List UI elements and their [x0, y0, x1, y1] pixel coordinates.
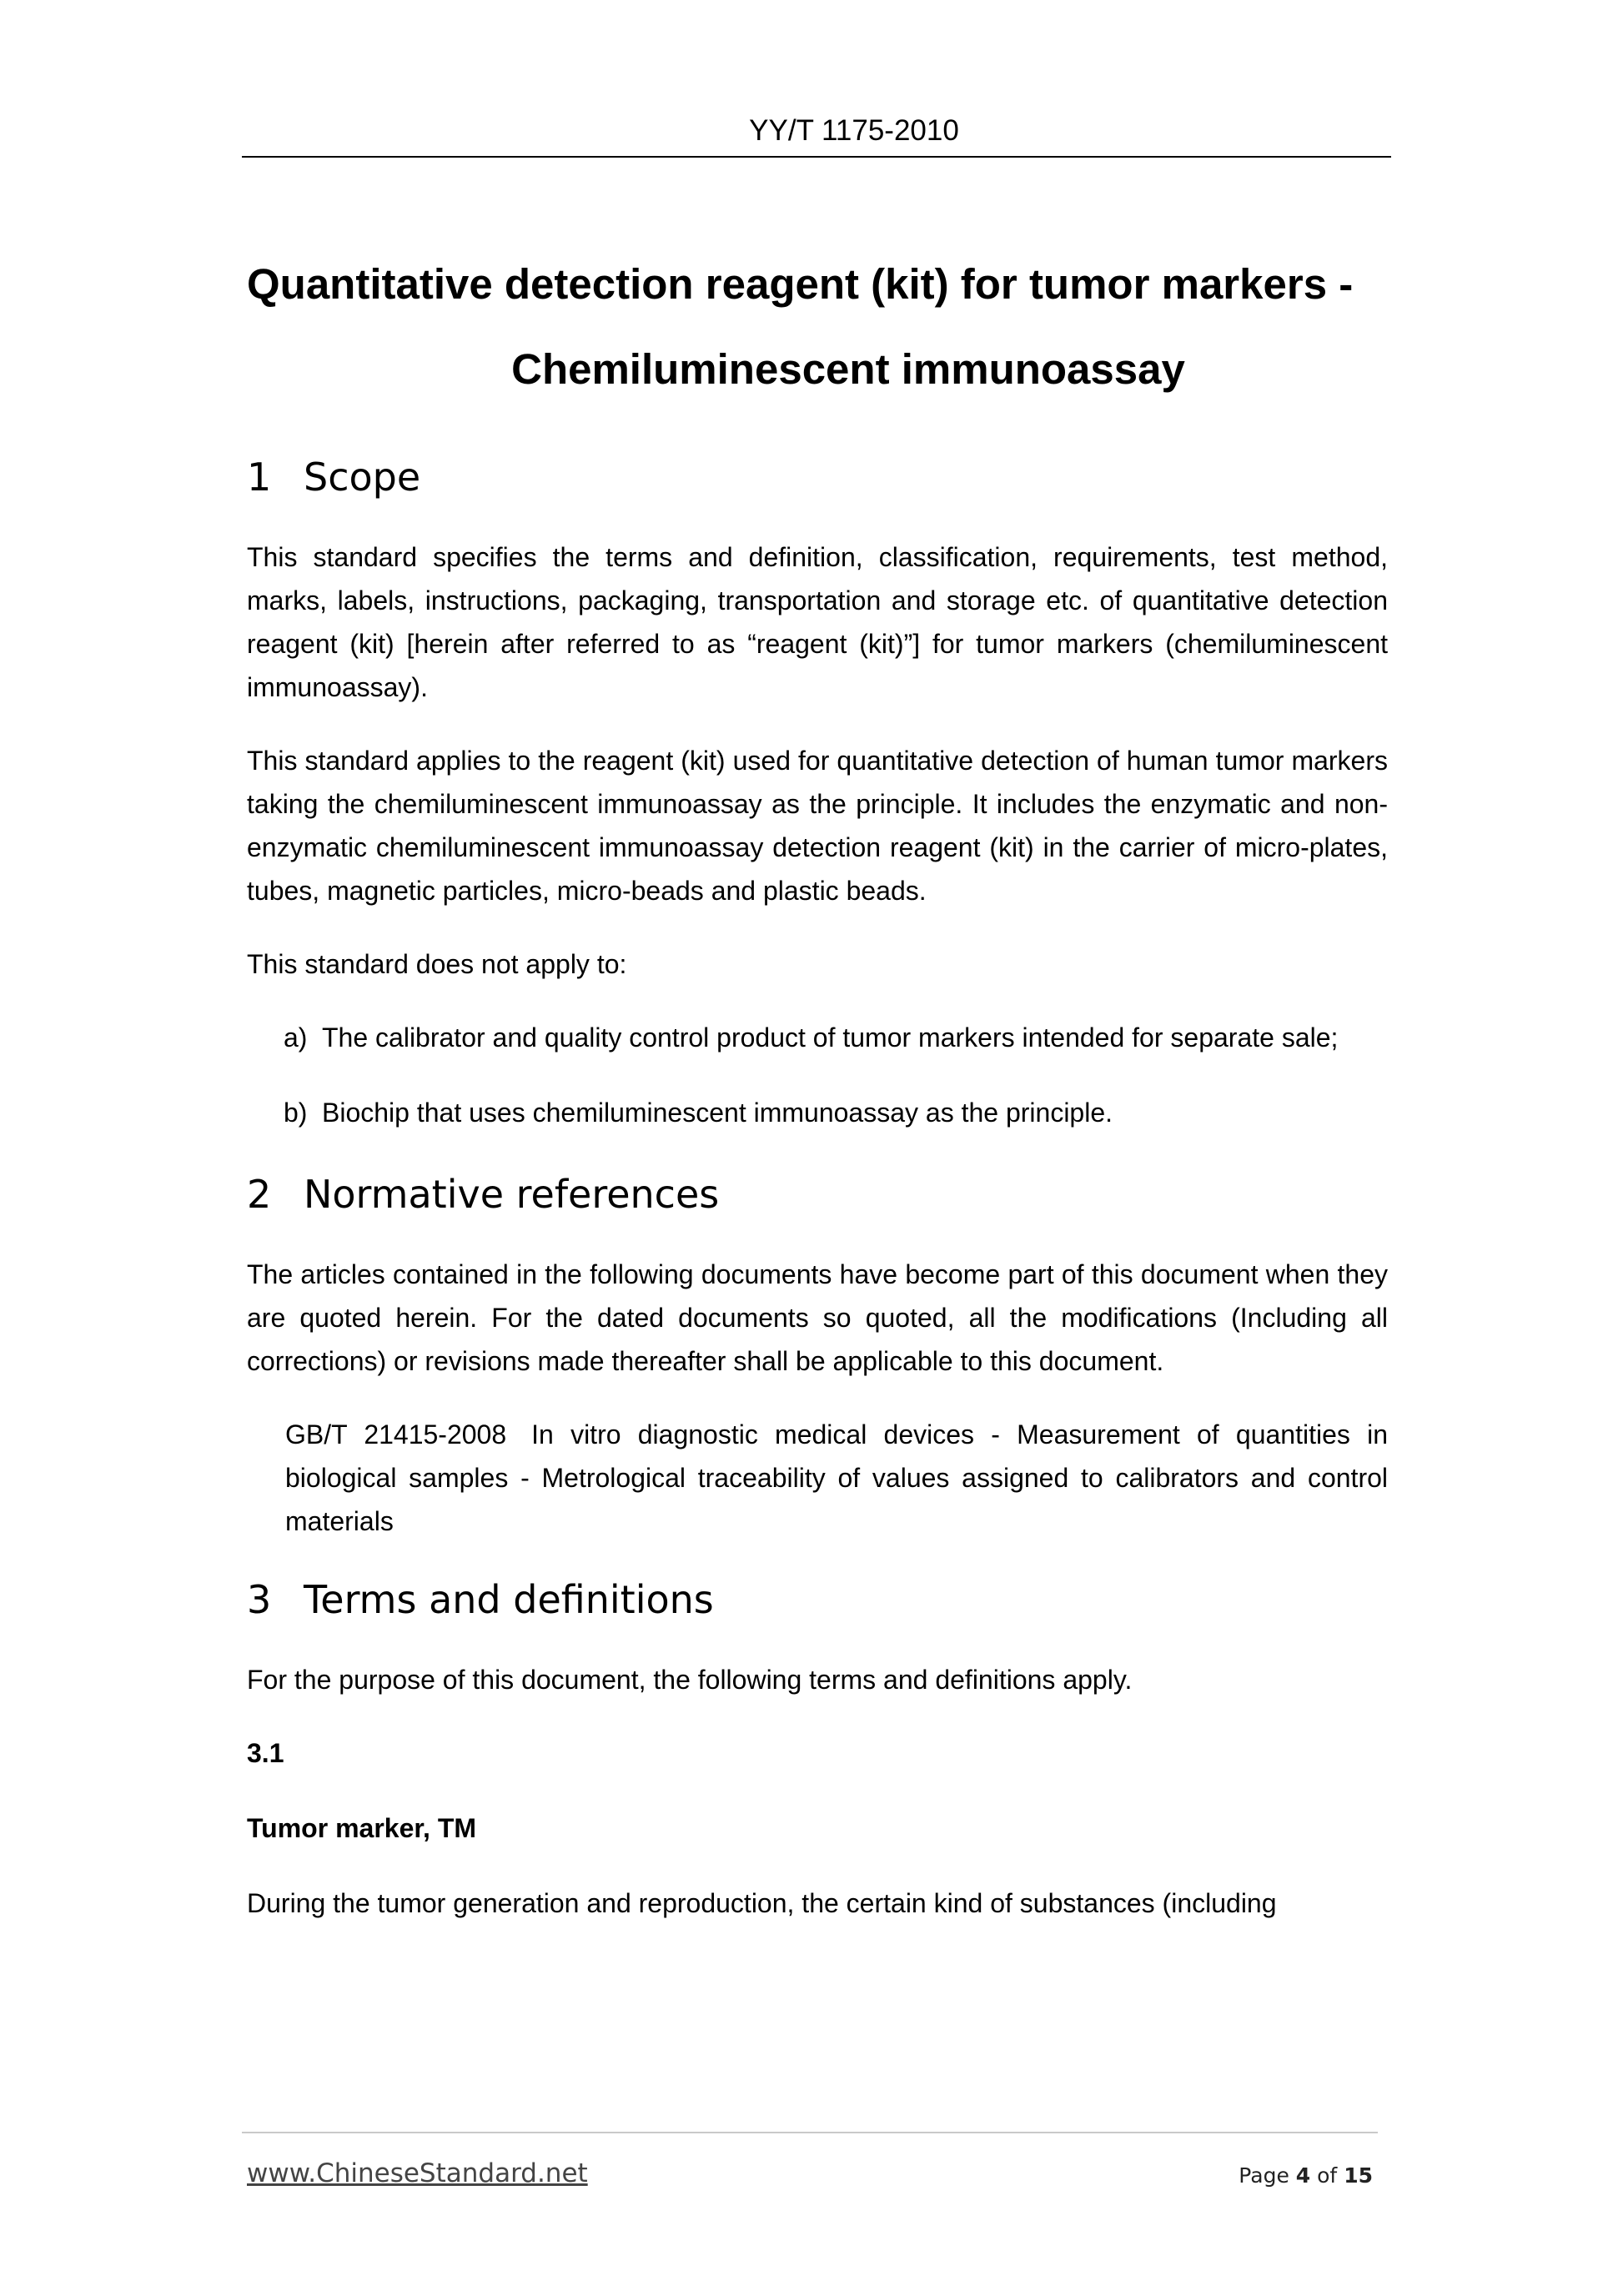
term-number: 3.1	[247, 1738, 284, 1768]
reference-item	[247, 1413, 1388, 1543]
section-heading-normative-references	[247, 1168, 1388, 1221]
document-title	[247, 242, 1391, 412]
reference-code: GB/T 21415-2008	[285, 1419, 507, 1449]
website-link[interactable]: www.ChineseStandard.net	[247, 2158, 588, 2188]
page-number	[1239, 2163, 1373, 2188]
reference-title: In vitro diagnostic medical devices - Measurement of quantities in biological samples - Metrological traceability of values assigned to calibrators and control materials	[285, 1419, 1389, 1536]
section-title: Scope	[304, 455, 421, 500]
footer-divider	[242, 2132, 1378, 2133]
section-heading-terms-definitions	[247, 1573, 1388, 1626]
section-number: 3	[247, 1577, 272, 1622]
page-header	[242, 113, 1391, 158]
section-number: 2	[247, 1172, 272, 1217]
list-item-text: The calibrator and quality control product of tumor markers intended for separate sale;	[322, 1022, 1339, 1053]
list-item-text: Biochip that uses chemiluminescent immunoassay as the principle.	[322, 1098, 1113, 1128]
title-line-1: Quantitative detection reagent (kit) for tumor markers -	[247, 260, 1354, 308]
section-title: Normative references	[304, 1172, 720, 1217]
page-total: 15	[1344, 2163, 1373, 2188]
page-label: Page	[1239, 2163, 1289, 2188]
title-line-2: Chemiluminescent immunoassay	[511, 345, 1185, 393]
list-marker: a)	[284, 1022, 308, 1053]
list-item	[247, 1091, 1388, 1134]
normative-paragraph: The articles contained in the following documents have become part of this document when they are quoted herein. For the dated documents so quoted, all the modifications (Including all corrections) or revisions made thereafter shall be applicable to this document.	[247, 1259, 1388, 1376]
document-body	[247, 450, 1388, 1925]
terms-paragraph: For the purpose of this document, the following terms and definitions apply.	[247, 1665, 1133, 1695]
page-of-label: of	[1317, 2163, 1338, 2188]
list-item	[247, 1016, 1388, 1059]
scope-paragraph-2: This standard applies to the reagent (kit) used for quantitative detection of human tumor markers taking the chemiluminescent immunoassay as the principle. It includes the enzymatic and non-enzymatic chemiluminescent immunoassay detection reagent (kit) in the carrier of micro-plates, tubes, magnetic particles, micro-beads and plastic beads.	[247, 746, 1388, 906]
term-definition: During the tumor generation and reproduction, the certain kind of substances (including	[247, 1888, 1277, 1918]
page-current: 4	[1295, 2163, 1311, 2188]
document-code: YY/T 1175-2010	[749, 114, 959, 147]
scope-paragraph-1: This standard specifies the terms and definition, classification, requirements, test method, marks, labels, instructions, packaging, transportation and storage etc. of quantitative detection reagent (kit) [herein after referred to as “reagent (kit)”] for tumor markers (chemiluminescent immunoassay).	[247, 542, 1388, 702]
section-heading-scope	[247, 450, 1388, 504]
scope-paragraph-3: This standard does not apply to:	[247, 949, 627, 979]
section-number: 1	[247, 455, 272, 500]
term-name: Tumor marker, TM	[247, 1813, 477, 1843]
section-title: Terms and definitions	[304, 1577, 714, 1622]
list-marker: b)	[284, 1098, 308, 1128]
